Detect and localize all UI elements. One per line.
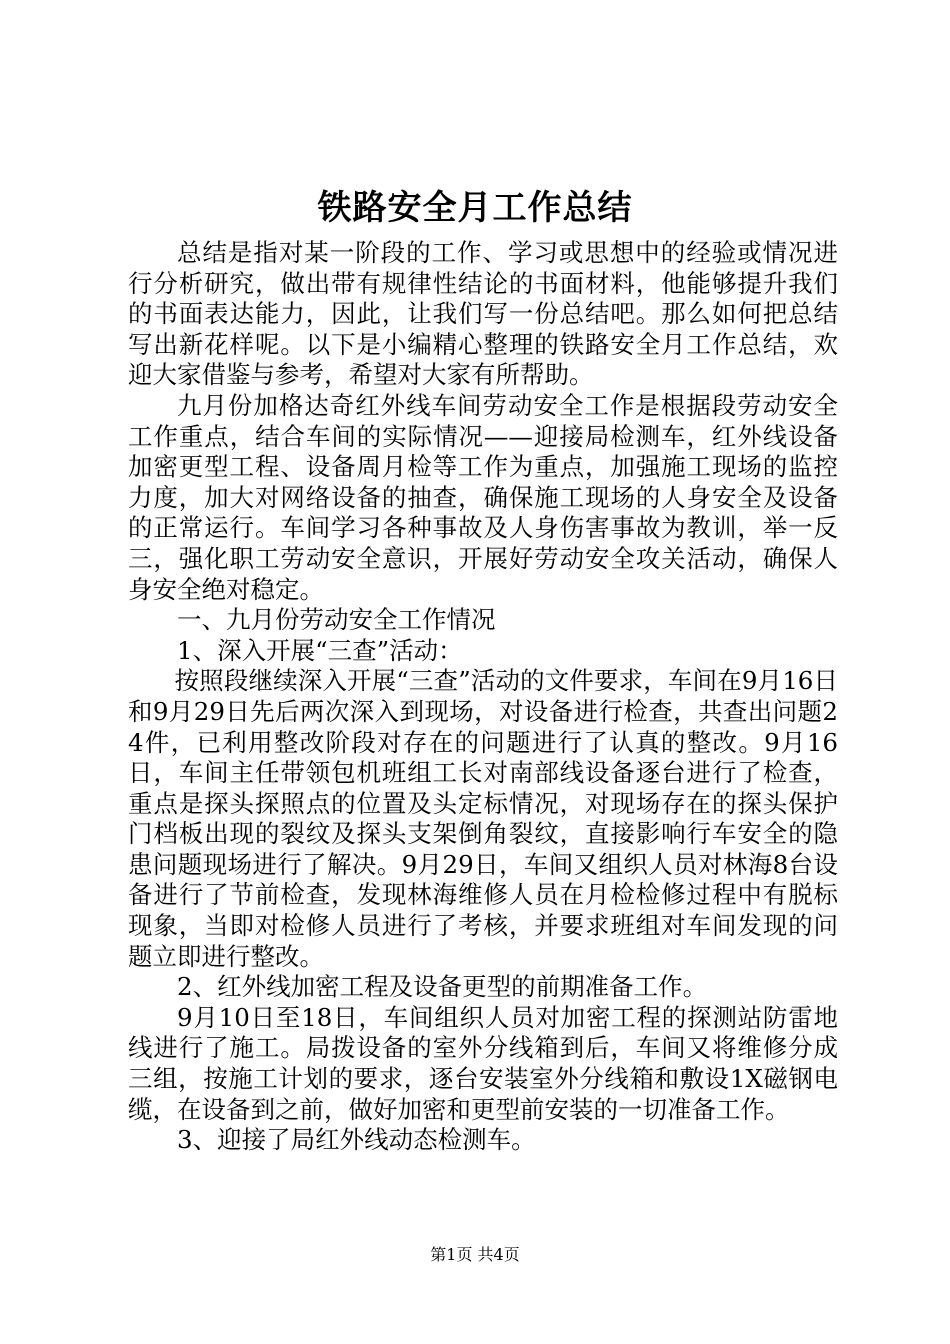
document-body	[128, 238, 838, 1156]
paragraph-three-checks: 按照段继续深入开展“三查”活动的文件要求，车间在9月16日和9月29日先后两次深入到现场，对设备进行检查，共查出问题24件，已利用整改阶段对存在的问题进行了认真的整改。9月16日，车间主任带领包机班组工长对南部线设备逐台进行了检查，重点是探头探照点的位置及头定标情况，对现场存在的探头保护门档板出现的裂纹及探头支架倒角裂纹，直接影响行车安全的隐患问题现场进行了解决。9月29日，车间又组织人员对林海8台设备进行了节前检查，发现林海维修人员在月检检修过程中有脱标现象，当即对检修人员进行了考核，并要求班组对车间发现的问题立即进行整改。	[128, 666, 838, 971]
subsection-heading-3: 3、迎接了局红外线动态检测车。	[177, 1125, 536, 1155]
section-heading-1: 一、九月份劳动安全工作情况	[177, 605, 496, 635]
page-number-footer: 第1页 共4页	[430, 1245, 520, 1264]
document-title: 铁路安全月工作总结	[317, 188, 633, 228]
subsection-heading-2: 2、红外线加密工程及设备更型的前期准备工作。	[177, 972, 708, 1002]
paragraph-encryption-work: 9月10日至18日，车间组织人员对加密工程的探测站防雷地线进行了施工。局拨设备的室外分线箱到后，车间又将维修分成三组，按施工计划的要求，逐台安装室外分线箱和敷设1X磁钢电缆，在设备到之前，做好加密和更型前安装的一切准备工作。	[128, 1002, 838, 1124]
paragraph-intro: 总结是指对某一阶段的工作、学习或思想中的经验或情况进行分析研究，做出带有规律性结论的书面材料，他能够提升我们的书面表达能力，因此，让我们写一份总结吧。那么如何把总结写出新花样呢。以下是小编精心整理的铁路安全月工作总结，欢迎大家借鉴与参考，希望对大家有所帮助。	[128, 238, 838, 390]
paragraph-overview: 九月份加格达奇红外线车间劳动安全工作是根据段劳动安全工作重点，结合车间的实际情况——迎接局检测车，红外线设备加密更型工程、设备周月检等工作为重点，加强施工现场的监控力度，加大对网络设备的抽查，确保施工现场的人身安全及设备的正常运行。车间学习各种事故及人身伤害事故为教训，举一反三，强化职工劳动安全意识，开展好劳动安全攻关活动，确保人身安全绝对稳定。	[128, 390, 838, 604]
subsection-heading-1: 1、深入开展“三查”活动：	[177, 635, 463, 665]
